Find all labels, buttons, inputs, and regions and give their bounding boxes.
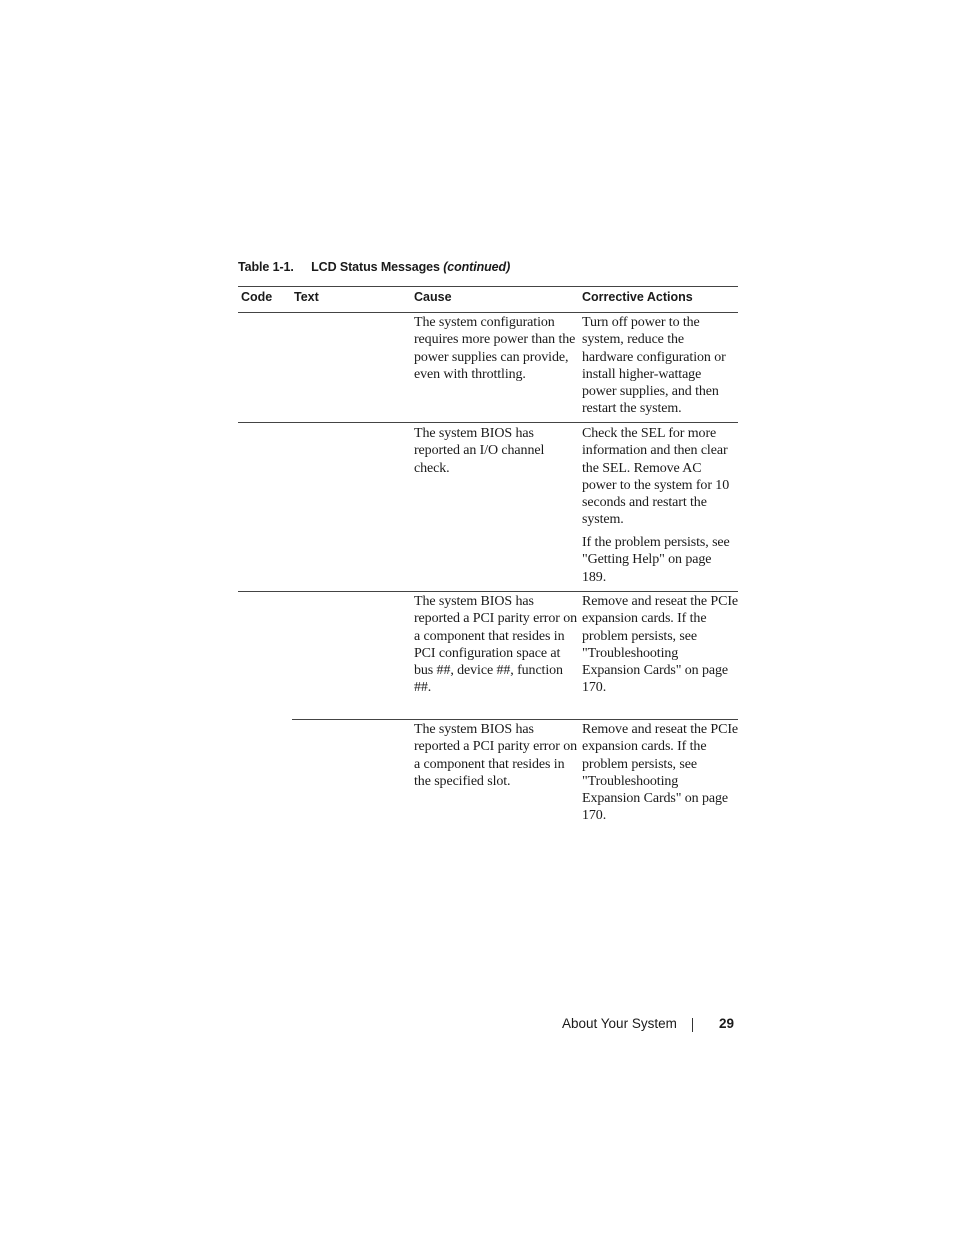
table-caption [238,260,510,274]
column-header-corrective-actions: Corrective Actions [582,290,693,304]
row-divider-1 [238,422,738,423]
row-divider-2 [238,591,738,592]
header-top-rule [238,286,738,287]
header-bottom-rule [238,312,738,313]
table-row-1-cause: The system configuration requires more power than the power supplies can provide, even with throttling. [414,315,576,382]
table-row-2-cause: The system BIOS has reported an I/O channel check. [414,426,545,476]
page-number: 29 [719,1016,735,1031]
table-row-2-action-1: Check the SEL for more information and then clear the SEL. Remove AC power to the system for 10 seconds and restart the system. [582,426,730,528]
footer-separator [692,1018,693,1032]
footer-section-title: About Your System [562,1016,677,1031]
table-number: Table 1-1. [238,260,294,274]
table-row-3-action: Remove and reseat the PCIe expansion cards. If the problem persists, see "Troubleshooting Expansion Cards" on page 170. [582,594,739,696]
column-header-code: Code [241,290,273,304]
table-title: LCD Status Messages [311,260,440,274]
table-row-1-action: Turn off power to the system, reduce the hardware configuration or install higher-wattage power supplies, and then restart the system. [582,315,726,417]
table-row-4-cause: The system BIOS has reported a PCI parity error on a component that resides in the specified slot. [414,722,577,789]
column-header-cause: Cause [414,290,452,304]
table-row-4-action: Remove and reseat the PCIe expansion cards. If the problem persists, see "Troubleshooting Expansion Cards" on page 170. [582,722,739,824]
table-row-2-action-2: If the problem persists, see "Getting Help" on page 189. [582,535,730,585]
table-row-3-cause: The system BIOS has reported a PCI parity error on a component that resides in PCI configuration space at bus ##, device ##, function ##. [414,594,577,696]
row-divider-3 [292,719,738,720]
table-continued-label: (continued) [443,260,511,274]
column-header-text: Text [294,290,319,304]
